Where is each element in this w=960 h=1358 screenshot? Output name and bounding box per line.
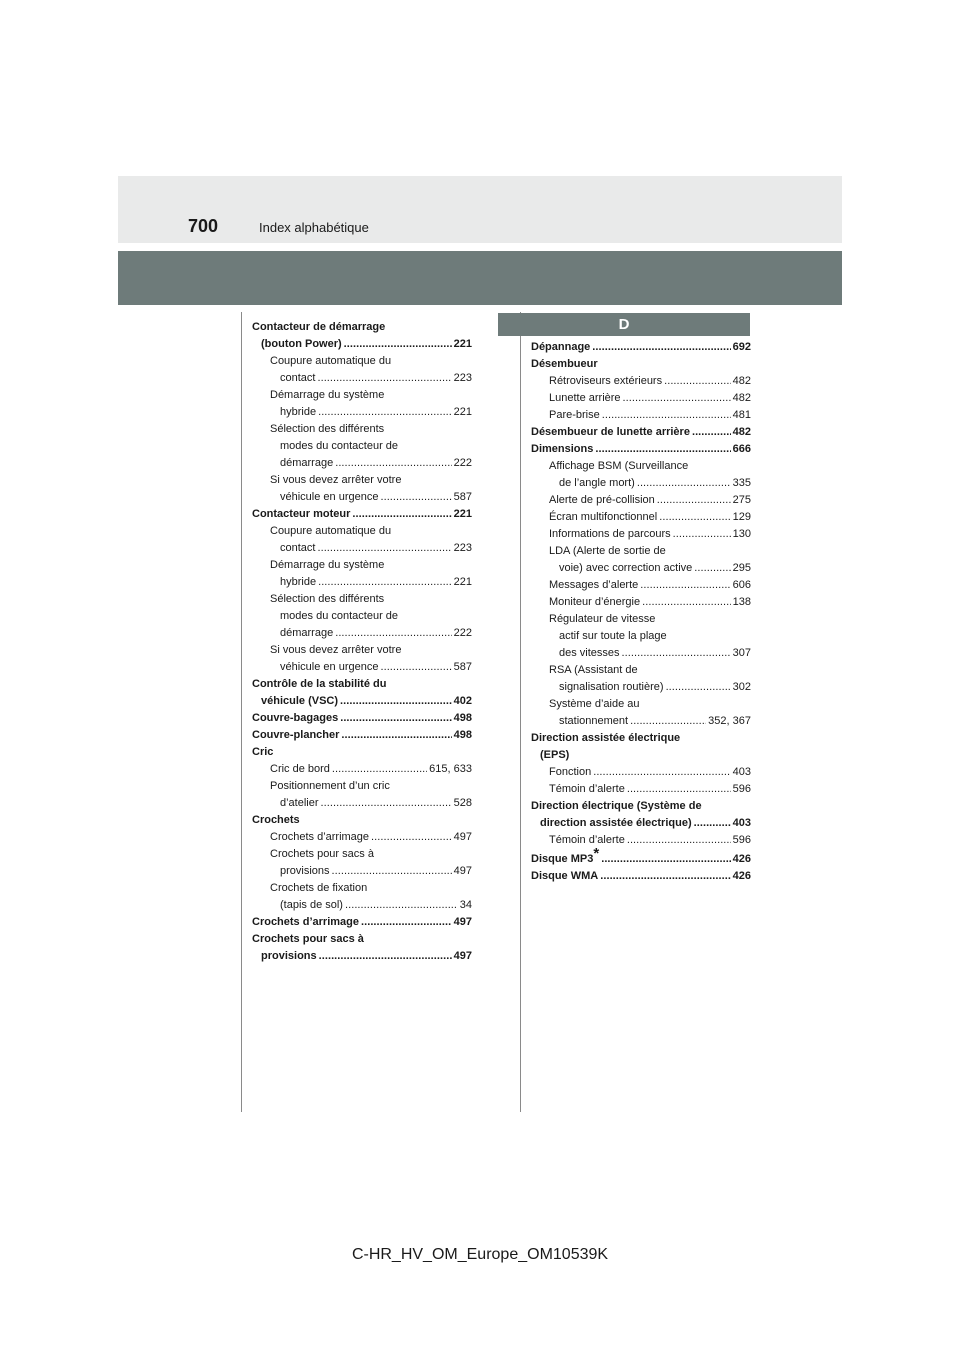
index-subentry: véhicule en urgence . . . 587: [252, 489, 472, 506]
index-subentry: LDA (Alerte de sortie de: [549, 545, 666, 557]
index-subentry: Lunette arrière . . . 482: [531, 390, 751, 407]
index-subentry: stationnement . . . 352, 367: [531, 713, 751, 730]
index-subentry: Système d’aide au: [549, 698, 640, 710]
index-subentry: Cric de bord . . . 615, 633: [252, 761, 472, 778]
index-subentry: provisions . . . 497: [252, 863, 472, 880]
page-ref: 34: [459, 899, 472, 911]
page-ref: 130: [732, 528, 751, 540]
index-heading: Cric: [252, 746, 274, 758]
page-ref: 497: [453, 916, 472, 928]
index-subentry: véhicule en urgence . . . 587: [252, 659, 472, 676]
index-subentry: RSA (Assistant de: [549, 664, 638, 676]
index-heading: Direction assistée électrique: [531, 732, 681, 744]
index-subentry: d’atelier . . . 528: [252, 795, 472, 812]
index-subentry: contact . . . 223: [252, 370, 472, 387]
index-subentry: démarrage . . . 222: [252, 625, 472, 642]
index-entry: Contacteur moteur . . . 221: [252, 506, 472, 523]
index-subentry: Crochets d’arrimage . . . 497: [252, 829, 472, 846]
index-entry: Disque WMA . . . 426: [531, 868, 751, 885]
page-ref: 221: [453, 508, 472, 520]
index-subentry: signalisation routière) . . . 302: [531, 679, 751, 696]
page-ref: 528: [453, 797, 472, 809]
page-ref: 403: [732, 817, 751, 829]
page-number: 700: [188, 216, 219, 236]
index-subentry: Affichage BSM (Surveillance: [549, 460, 689, 472]
index-subentry: Sélection des différents: [270, 423, 385, 435]
page-ref: 129: [732, 511, 751, 523]
index-subentry: Moniteur d’énergie . . . 138: [531, 594, 751, 611]
page-ref: 498: [453, 712, 472, 724]
page-ref: 222: [453, 457, 472, 469]
index-column-left: [252, 319, 472, 965]
page-ref: 335: [732, 477, 751, 489]
index-subentry: Démarrage du système: [270, 559, 385, 571]
index-subentry: Positionnement d’un cric: [270, 780, 390, 792]
index-subentry: Rétroviseurs extérieurs . . . 482: [531, 373, 751, 390]
index-subentry: Si vous devez arrêter votre: [270, 474, 402, 486]
index-entry: Disque MP3* . . . 426: [531, 849, 751, 868]
index-subentry: des vitesses . . . 307: [531, 645, 751, 662]
index-entry: (bouton Power) . . . 221: [252, 336, 472, 353]
index-entry: Couvre-bagages . . . 498: [252, 710, 472, 727]
index-subentry: Témoin d’alerte . . . 596: [531, 781, 751, 798]
page-ref: 223: [453, 542, 472, 554]
page-ref: 596: [732, 783, 751, 795]
header-bar: [118, 176, 842, 243]
index-subentry: Fonction . . . 403: [531, 764, 751, 781]
page-ref: 138: [732, 596, 751, 608]
page-ref: 692: [732, 341, 751, 353]
page-ref: 221: [453, 576, 472, 588]
index-subentry: de l’angle mort) . . . 335: [531, 475, 751, 492]
page-ref: 221: [453, 406, 472, 418]
index-entry: Désembueur de lunette arrière . . . 482: [531, 424, 751, 441]
index-subentry: voie) avec correction active . . . 295: [531, 560, 751, 577]
index-subentry: Coupure automatique du: [270, 355, 392, 367]
index-subentry: Informations de parcours . . . 130: [531, 526, 751, 543]
page-ref: 587: [453, 491, 472, 503]
index-entry: direction assistée électrique) . . . 403: [531, 815, 751, 832]
page-ref: 596: [732, 834, 751, 846]
index-subentry: démarrage . . . 222: [252, 455, 472, 472]
index-heading: Contacteur de démarrage: [252, 321, 386, 333]
index-subentry: Pare-brise . . . 481: [531, 407, 751, 424]
index-subentry: Témoin d’alerte . . . 596: [531, 832, 751, 849]
index-subentry: modes du contacteur de: [280, 440, 399, 452]
index-subentry: (tapis de sol) . . . 34: [252, 897, 472, 914]
page-ref: 426: [732, 870, 751, 882]
document-footer: C-HR_HV_OM_Europe_OM10539K: [351, 1246, 609, 1263]
page-ref: 222: [453, 627, 472, 639]
page-ref: 402: [453, 695, 472, 707]
index-heading: Crochets pour sacs à: [252, 933, 364, 945]
index-entry: Couvre-plancher . . . 498: [252, 727, 472, 744]
page-ref: 497: [453, 950, 472, 962]
index-subentry: contact . . . 223: [252, 540, 472, 557]
page-ref: 497: [453, 831, 472, 843]
index-subentry: Coupure automatique du: [270, 525, 392, 537]
column-divider-left: [241, 312, 242, 1112]
index-subentry: hybride . . . 221: [252, 574, 472, 591]
page-ref: 482: [732, 375, 751, 387]
page-ref: 307: [732, 647, 751, 659]
section-title: Index alphabétique: [259, 220, 369, 235]
index-entry: Dépannage . . . 692: [531, 339, 751, 356]
index-subentry: Alerte de pré-collision . . . 275: [531, 492, 751, 509]
index-column-right: [531, 339, 751, 885]
index-entry: Dimensions . . . 666: [531, 441, 751, 458]
index-entry: Crochets d’arrimage . . . 497: [252, 914, 472, 931]
index-subentry: actif sur toute la plage: [559, 630, 667, 642]
page-ref: 275: [732, 494, 751, 506]
index-subentry: hybride . . . 221: [252, 404, 472, 421]
index-subentry: Démarrage du système: [270, 389, 385, 401]
page-ref: 482: [732, 392, 751, 404]
page-ref: 426: [732, 853, 751, 865]
index-heading: Désembueur: [531, 358, 598, 370]
page-ref: 481: [732, 409, 751, 421]
index-heading: (EPS): [540, 749, 570, 761]
index-heading: Crochets: [252, 814, 300, 826]
page-ref: 403: [732, 766, 751, 778]
index-subentry: Écran multifonctionnel . . . 129: [531, 509, 751, 526]
page-ref: 482: [732, 426, 751, 438]
index-subentry: Crochets pour sacs à: [270, 848, 374, 860]
index-subentry: Si vous devez arrêter votre: [270, 644, 402, 656]
page-ref: 302: [732, 681, 751, 693]
page-ref: 497: [453, 865, 472, 877]
index-subentry: Crochets de fixation: [270, 882, 368, 894]
page-ref: 352, 367: [708, 715, 751, 727]
index-heading: Contrôle de la stabilité du: [252, 678, 387, 690]
page-ref: 615, 633: [429, 763, 472, 775]
asterisk-mark: *: [593, 845, 600, 862]
page-ref: 606: [732, 579, 751, 591]
page-ref: 221: [453, 338, 472, 350]
index-subentry: Messages d’alerte . . . 606: [531, 577, 751, 594]
index-entry: provisions . . . 497: [252, 948, 472, 965]
page-ref: 587: [453, 661, 472, 673]
index-subentry: Régulateur de vitesse: [549, 613, 656, 625]
page-ref: 295: [732, 562, 751, 574]
index-entry: véhicule (VSC) . . . 402: [252, 693, 472, 710]
index-heading: Direction électrique (Système de: [531, 800, 702, 812]
index-subentry: Sélection des différents: [270, 593, 385, 605]
column-divider-middle: [520, 312, 521, 1112]
header-band: [118, 251, 842, 305]
page-ref: 223: [453, 372, 472, 384]
letter-tab: D: [498, 313, 750, 336]
index-subentry: modes du contacteur de: [280, 610, 399, 622]
page-ref: 666: [732, 443, 751, 455]
page-ref: 498: [453, 729, 472, 741]
